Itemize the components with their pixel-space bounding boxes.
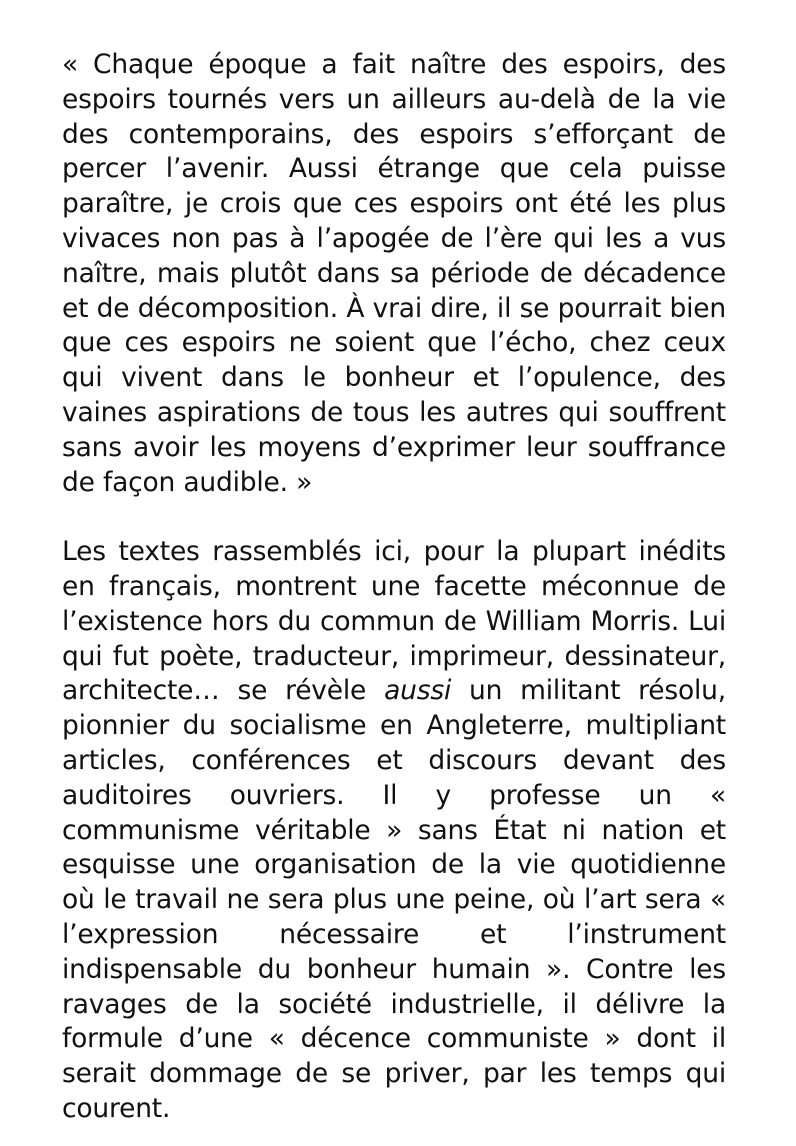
description-text-end: un militant résolu, pionnier du socialisme en Angleterre, multipliant articles, conférences et discours devant des auditoires ouvriers. Il y professe un « communisme véritable » sans État ni nation et esquisse une organisation de la vie quotidienne où le travail ne sera plus une peine, où l’art sera « l’expression nécessaire et l’instrument indispensable du bonheur humain ». Contre les ravages de la société industrielle, il délivre la formule d’une « décence communiste » dont il serait dommage de se priver, par les temps qui courent.	[62, 675, 726, 1124]
description-paragraph	[62, 535, 726, 1127]
description-emphasis: aussi	[384, 675, 452, 707]
quote-paragraph: « Chaque époque a fait naître des espoirs, des espoirs tournés vers un ailleurs au-delà de la vie des contemporains, des espoirs s’efforçant de percer l’avenir. Aussi étrange que cela puisse paraître, je crois que ces espoirs ont été les plus vivaces non pas à l’apogée de l’ère qui les a vus naître, mais plutôt dans sa période de décadence et de décomposition. À vrai dire, il se pourrait bien que ces espoirs ne soient que l’écho, chez ceux qui vivent dans le bonheur et l’opulence, des vaines aspirations de tous les autres qui souffrent sans avoir les moyens d’exprimer leur souffrance de façon audible. »	[62, 49, 726, 498]
description-text-start: Les textes rassemblés ici, pour la plupart inédits en français, montrent une facette méconnue de l’existence hors du commun de William Morris. Lui qui fut poète, traducteur, imprimeur, dessinateur, architecte… se révèle	[62, 536, 726, 707]
